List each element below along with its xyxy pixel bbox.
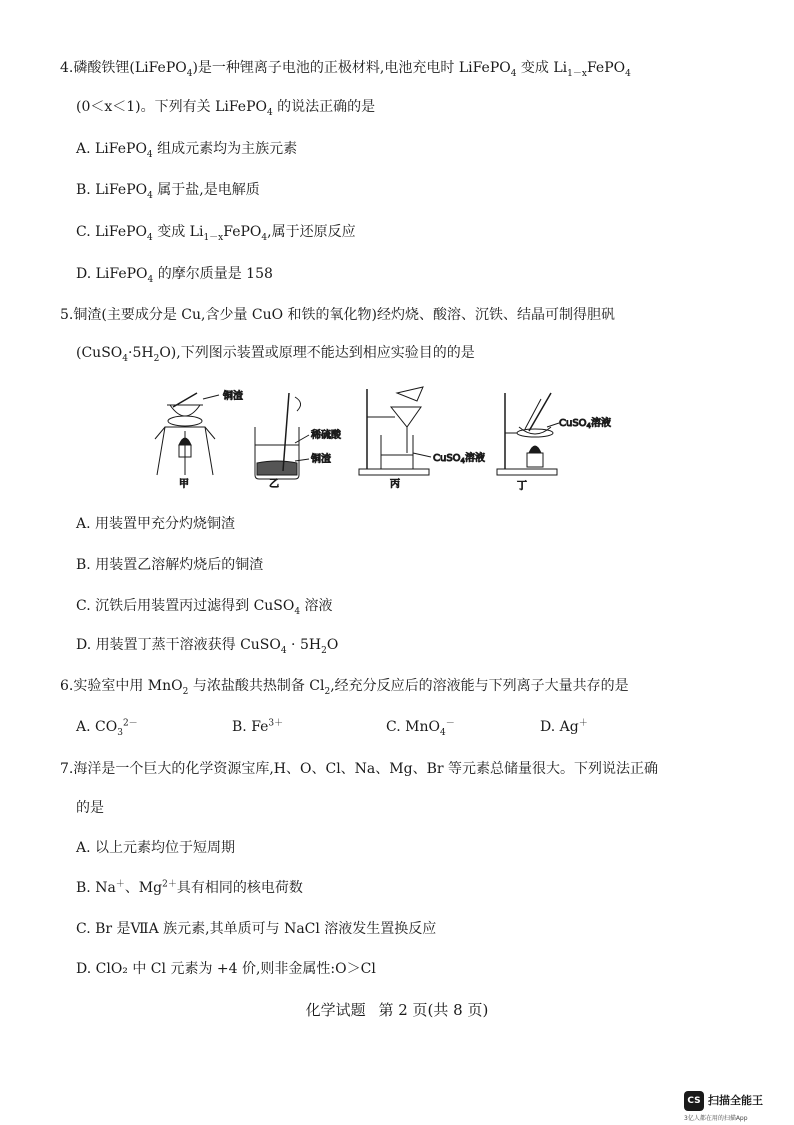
q7-stem-line1: 7.海洋是一个巨大的化学资源宝库,H、O、Cl、Na、Mg、Br 等元素总储量很大。下列说法正确	[60, 761, 659, 777]
apparatus-bing	[359, 387, 431, 475]
q6-stem: 6.实验室中用 MnO$_2$ 与浓盐酸共热制备 $Cl_2$,经充分反应后的溶液能与下列离子大量共存的是	[60, 678, 629, 697]
yi-note2: 铜渣	[311, 454, 331, 465]
q6-option-a: A. $CO_3^{2-}$	[76, 718, 138, 738]
scanner-app-name: 扫描全能王	[708, 1094, 763, 1107]
footer-subject: 化学试题	[305, 1001, 366, 1019]
jia-label: 甲	[179, 479, 189, 490]
apparatus-jia	[155, 393, 219, 475]
q7-option-a: A. 以上元素均位于短周期	[76, 840, 236, 856]
apparatus-figure	[145, 383, 612, 493]
scanner-watermark	[684, 1090, 794, 1125]
q5-option-c: C. 沉铁后用装置丙过滤得到 CuSO$_4$ 溶液	[76, 598, 333, 617]
yi-label: 乙	[269, 479, 279, 490]
bing-label: 丙	[390, 479, 400, 490]
q4-option-c: C. LiFePO$_4$ 变成 $Li_{1-x}FePO_4$,属于还原反应	[76, 224, 356, 243]
scanner-tagline: 3亿人都在用的扫描App	[684, 1115, 748, 1122]
q4-stem-line1: 4.磷酸铁锂(LiFePO$_4$)是一种锂离子电池的正极材料,电池充电时 LiFePO$_4$ 变成 $Li_{1-x}FePO_4$	[60, 60, 631, 79]
jia-note: 铜渣	[223, 391, 243, 402]
q5-option-d: D. 用装置丁蒸干溶液获得 CuSO$_4$ · $5H_2O$	[76, 637, 339, 656]
q5-option-b: B. 用装置乙溶解灼烧后的铜渣	[76, 557, 264, 573]
q5-option-a: A. 用装置甲充分灼烧铜渣	[76, 516, 236, 532]
page-footer	[0, 1000, 794, 1020]
ding-label: 丁	[517, 481, 527, 492]
q5-stem-line1: 5.铜渣(主要成分是 Cu,含少量 CuO 和铁的氧化物)经灼烧、酸溶、沉铁、结晶可制得胆矾	[60, 307, 616, 323]
apparatus-ding	[497, 393, 559, 475]
q4-option-d: D. LiFePO$_4$ 的摩尔质量是 158	[76, 266, 273, 285]
q6-option-c: C. MnO$_4$－	[386, 718, 455, 738]
q5-stem-line2: $(CuSO_4\cdot 5H_2O)$,下列图示装置或原理不能达到相应实验目的的是	[76, 345, 475, 364]
ding-note: CuSO$_4$溶液	[559, 418, 612, 430]
q6-option-d: D. Ag＋	[540, 718, 588, 735]
q7-option-d: D. ClO₂ 中 Cl 元素为 +4 价,则非金属性:O＞Cl	[76, 961, 376, 977]
apparatus-yi	[255, 393, 309, 479]
q7-option-b: B. Na＋、$Mg^{2+}$具有相同的核电荷数	[76, 879, 303, 896]
q6-option-b: B. $Fe^{3+}$	[232, 718, 284, 735]
q7-stem-line2: 的是	[76, 800, 104, 816]
q7-option-c: C. Br 是ⅦA 族元素,其单质可与 NaCl 溶液发生置换反应	[76, 921, 437, 937]
bing-note: CuSO$_4$溶液	[433, 453, 486, 465]
q4-stem-line2: (0＜x＜1)。下列有关 LiFePO$_4$ 的说法正确的是	[76, 99, 376, 118]
q4-option-b: B. LiFePO$_4$ 属于盐,是电解质	[76, 182, 260, 201]
yi-note1: 稀硫酸	[311, 430, 341, 441]
q4-option-a: A. LiFePO$_4$ 组成元素均为主族元素	[76, 141, 298, 160]
scanner-logo-icon: CS	[684, 1091, 704, 1111]
footer-page: 第 2 页(共 8 页)	[378, 1001, 489, 1019]
apparatus-svg	[145, 383, 612, 493]
